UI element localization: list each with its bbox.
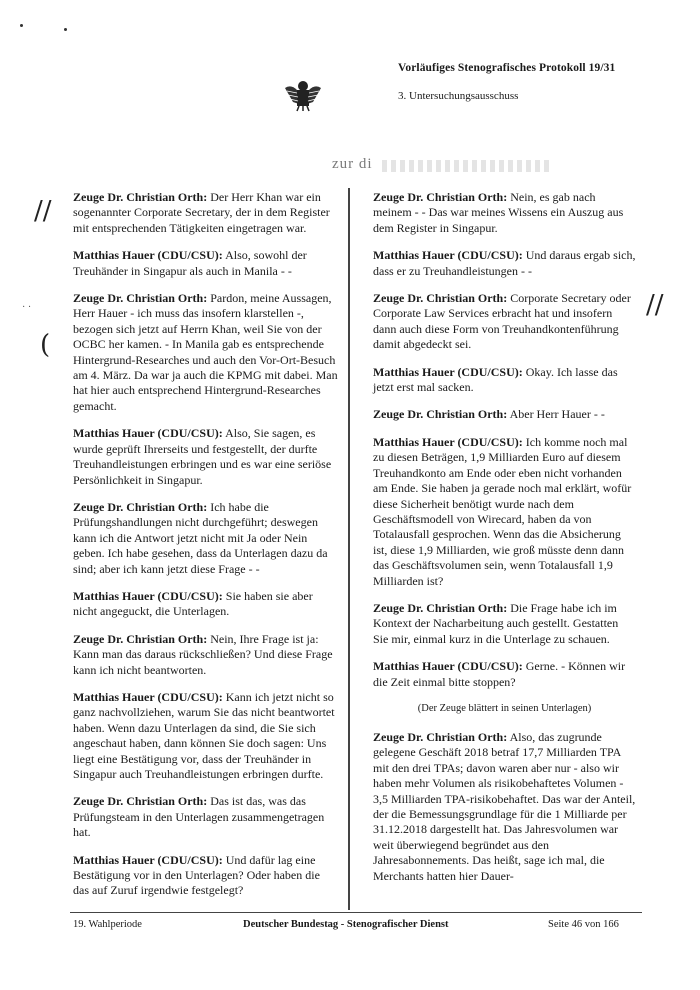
transcript-paragraph <box>73 291 338 414</box>
transcript-paragraph <box>73 794 338 840</box>
speech-text: Corporate Secretary oder Corporate Law Services erbracht hat und insofern dann auch diese Form von Treuhandkontenführung damit abgedeckt sei. <box>373 291 631 352</box>
speaker-name: Matthias Hauer (CDU/CSU): <box>73 588 223 603</box>
stage-direction: (Der Zeuge blättert in seinen Unterlagen) <box>417 702 592 714</box>
speaker-name: Zeuge Dr. Christian Orth: <box>73 499 208 514</box>
speech-text: Aber Herr Hauer - - <box>507 407 605 422</box>
speech-text: Ich komme noch mal zu diesen Beträgen, 1,9 Milliarden Euro auf diesem Treuhandkonto am Ende oder eben nicht vorhanden am Ende. Sie haben ja gerade noch mal erklärt, wofür diese Sicherheit benötigt wurde nach dem Geschäftsmodell von Wirecard, haben da von Totalausfall gesprochen. Wenn das die Absicherung ist, diese 1,9 Milliarden, wie groß müsste denn dann das Geschäftsvolumen sein, wenn Totalausfall 1,9 Milliarden ist? <box>373 434 632 588</box>
transcript-paragraph <box>373 659 636 690</box>
transcript-paragraph <box>373 730 636 884</box>
speaker-name: Matthias Hauer (CDU/CSU): <box>373 248 523 263</box>
speaker-name: Zeuge Dr. Christian Orth: <box>373 600 508 615</box>
speech-text: Ich habe die Prüfungshandlungen nicht durchgeführt; deswegen kann ich die Antwort jetzt nicht mit Ja oder Nein geben. Ich habe gesehen, dass da Unterlagen dazu da sind; aber ich kann jetzt diese Frage - - <box>73 499 328 576</box>
margin-mark-right-mid: // <box>646 290 664 320</box>
speaker-name: Matthias Hauer (CDU/CSU): <box>73 426 223 441</box>
faint-stamp-remnant <box>382 160 552 172</box>
transcript-paragraph <box>73 248 338 279</box>
transcript-paragraph <box>373 190 636 236</box>
column-divider <box>348 188 350 910</box>
speech-text: Gerne. - Können wir die Zeit einmal bitte stoppen? <box>373 659 626 689</box>
left-column <box>73 190 338 911</box>
transcript-paragraph <box>373 248 636 279</box>
speech-text: Okay. Ich lasse das jetzt erst mal sacken. <box>373 364 618 395</box>
transcript-paragraph <box>73 853 338 899</box>
speech-text: Nein, es gab nach meinem - - Das war meines Wissens ein Auszug aus dem Register in Singapur. <box>373 190 624 235</box>
speech-text: Sie haben sie aber nicht angeguckt, die Unterlagen. <box>73 588 313 619</box>
speaker-name: Zeuge Dr. Christian Orth: <box>373 729 508 744</box>
speaker-name: Matthias Hauer (CDU/CSU): <box>373 434 523 449</box>
page-number: Seite 46 von 166 <box>548 919 619 930</box>
speech-text: Also, das zugrunde gelegene Geschäft 2018 betraf 17,7 Milliarden TPA mit den drei TPAs; davon waren aber nur - also wir haben mehr Volumen als risikobehaftetes Volumen - 3,5 Milliarden TPA-risikobehaftet. Das war der Anteil, der die Bemessungsgrundlage für die 1 Milliarde per 31.12.2018 dargestellt hat. Das Jahresvolumen war weit überwiegend begründet aus den Jahresabonnements. Das heißt, sage ich mal, die Merchants hatten hier Dauer- <box>373 729 636 883</box>
speech-text: Die Frage habe ich im Kontext der Nacharbeitung auch gestellt. Gestatten Sie mir, einmal kurz in die Unterlage zu schauen. <box>373 600 619 646</box>
speaker-name: Zeuge Dr. Christian Orth: <box>73 291 208 306</box>
transcript-paragraph <box>73 589 338 620</box>
speech-text: Das ist das, was das Prüfungsteam in den Unterlagen zusammengetragen hat. <box>73 794 325 840</box>
transcript-paragraph <box>373 435 636 589</box>
speech-text: Der Herr Khan war ein sogenannter Corporate Secretary, der in dem Register mit entsprechenden Tätigkeiten eingetragen war. <box>73 190 330 235</box>
speech-text: Also, sowohl der Treuhänder in Singapur als auch in Manila - - <box>73 248 307 278</box>
margin-mark-left-top: // <box>34 196 52 226</box>
speaker-name: Matthias Hauer (CDU/CSU): <box>73 248 223 263</box>
partial-stamp-text: zur di <box>332 156 373 172</box>
margin-dots: · · <box>22 302 32 313</box>
speaker-name: Zeuge Dr. Christian Orth: <box>373 407 508 422</box>
speech-text: Also, Sie sagen, es wurde geprüft Ihrerseits und festgestellt, der durfte Treuhandleistungen erbringen und es war eine seriöse Persönlichkeit in Singapur. <box>73 426 332 487</box>
speaker-name: Matthias Hauer (CDU/CSU): <box>73 689 223 704</box>
scan-speck <box>64 28 67 31</box>
bundestag-eagle-icon <box>283 78 323 112</box>
transcript-paragraph <box>373 365 636 396</box>
committee-name: 3. Untersuchungsausschuss <box>398 90 519 102</box>
speaker-name: Zeuge Dr. Christian Orth: <box>373 190 508 204</box>
legislative-period: 19. Wahlperiode <box>73 919 142 930</box>
protocol-title: Vorläufiges Stenografisches Protokoll 19/31 <box>398 62 616 74</box>
margin-mark-left-mid: ( <box>40 330 51 360</box>
scan-speck <box>20 24 23 27</box>
transcript-paragraph <box>373 601 636 647</box>
speaker-name: Matthias Hauer (CDU/CSU): <box>73 852 223 867</box>
speaker-name: Zeuge Dr. Christian Orth: <box>73 631 208 646</box>
transcript-paragraph <box>373 291 636 353</box>
speaker-name: Zeuge Dr. Christian Orth: <box>373 291 508 306</box>
transcript-paragraph <box>73 190 338 236</box>
speech-text: Nein, Ihre Frage ist ja: Kann man das daraus rückschließen? Und diese Frage kann ich nicht beantworten. <box>73 631 333 677</box>
transcript-paragraph <box>73 632 338 678</box>
speech-text: Und dafür lag eine Bestätigung vor in den Unterlagen? Oder haben die das auf Zuruf irgendwie festgelegt? <box>73 852 320 898</box>
speaker-name: Zeuge Dr. Christian Orth: <box>73 190 208 204</box>
transcript-paragraph <box>73 426 338 488</box>
speech-text: Kann ich jetzt nicht so ganz nachvollziehen, warum Sie das nicht beantwortet haben. Wenn dazu Unterlagen da sind, die Sie sich angeschaut haben, dann können Sie doch sagen: Uns liegt eine Bestätigung vor, dass der Treuhänder in Singapur auch Treuhandleistungen erbringen durfte. <box>73 689 335 781</box>
transcript-paragraph <box>73 500 338 577</box>
footer-rule <box>70 912 642 913</box>
speech-text: Und daraus ergab sich, dass er zu Treuhandleistungen - - <box>373 248 636 278</box>
speech-text: Pardon, meine Aussagen, Herr Hauer - ich muss das insofern klarstellen -, bezogen sich jetzt auf Herrn Khan, weil Sie von der OCBC her kamen. - In Manila gab es entsprechende Hintergrund-Researches und auch den Vor-Ort-Besuch am 4. März. Da war ja auch die KPMG mit dabei. Man hat hier auch entsprechend Hintergrund-Researches gemacht. <box>73 291 338 413</box>
footer-publisher: Deutscher Bundestag - Stenografischer Dienst <box>243 919 449 930</box>
right-column <box>373 190 636 896</box>
speaker-name: Matthias Hauer (CDU/CSU): <box>373 659 523 674</box>
speaker-name: Zeuge Dr. Christian Orth: <box>73 794 208 809</box>
transcript-paragraph <box>73 690 338 782</box>
speaker-name: Matthias Hauer (CDU/CSU): <box>373 364 523 379</box>
transcript-paragraph <box>373 407 636 422</box>
